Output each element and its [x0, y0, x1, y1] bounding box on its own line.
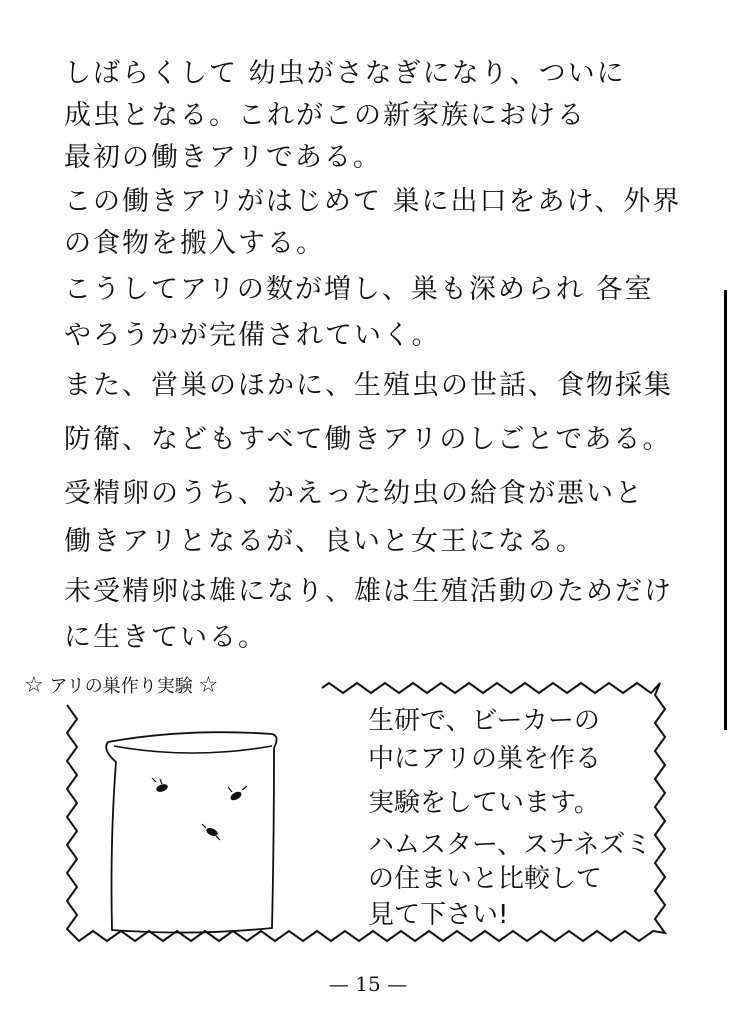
- ant-icon: [202, 824, 220, 840]
- body-line-13: に生きている。: [64, 622, 267, 653]
- body-line-7: やろうかが完備されていく。: [64, 320, 441, 351]
- ant-icon: [228, 786, 247, 802]
- body-line-4: この働きアリがはじめて 巣に出口をあけ、外界: [64, 186, 682, 217]
- page-edge-rule: [724, 290, 727, 730]
- body-line-11: 働きアリとなるが、良いと女王になる。: [64, 526, 585, 557]
- ant-icon: [152, 778, 169, 793]
- body-line-12: 未受精卵は雄になり、雄は生殖活動のためだけ: [64, 576, 673, 607]
- body-line-8: また、営巣のほかに、生殖虫の世話、食物採集: [64, 370, 673, 401]
- page-number: — 15 —: [328, 972, 408, 996]
- note-line-6: 見て下さい!: [368, 900, 509, 930]
- note-line-4: ハムスター、スナネズミ: [368, 830, 652, 860]
- note-line-5: の住まいと比較して: [368, 864, 603, 894]
- body-line-2: 成虫となる。これがこの新家族における: [64, 100, 586, 131]
- box-title-text: アリの巣作り実験: [49, 676, 193, 697]
- star-icon: ☆: [198, 673, 219, 698]
- note-line-1: 生研で、ビーカーの: [368, 706, 600, 736]
- note-line-2: 中にアリの巣を作る: [368, 744, 601, 774]
- body-line-10: 受精卵のうち、かえった幼虫の給食が悪いと: [64, 478, 644, 509]
- beaker-drawing: [96, 720, 286, 940]
- star-icon: ☆: [24, 673, 44, 698]
- body-line-3: 最初の働きアリである。: [64, 142, 382, 173]
- body-line-9: 防衛、などもすべて働きアリのしごとである。: [64, 424, 672, 455]
- box-title: [20, 672, 222, 698]
- body-line-5: の食物を搬入する。: [64, 228, 325, 259]
- body-line-6: こうしてアリの数が増し、巣も深められ 各室: [64, 274, 654, 305]
- note-line-3: 実験をしています。: [368, 788, 600, 818]
- body-line-1: しばらくして 幼虫がさなぎになり、ついに: [64, 58, 626, 89]
